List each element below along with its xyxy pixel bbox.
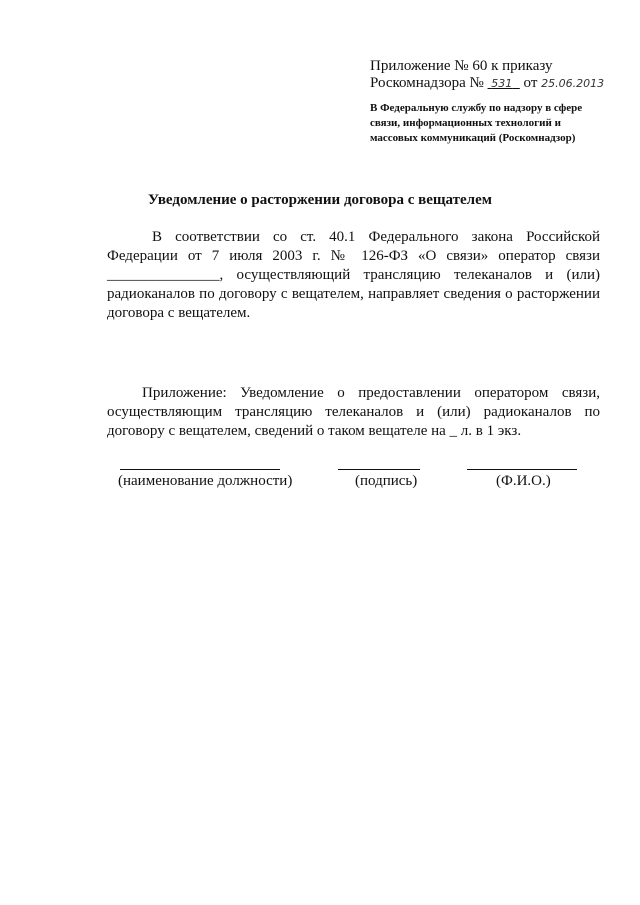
order-line (370, 75, 604, 92)
order-number-field (488, 75, 520, 91)
signature-line (338, 469, 420, 470)
order-reference (370, 58, 604, 92)
position-label: (наименование должности) (118, 473, 293, 489)
position-signature-line (120, 469, 280, 470)
name-signature-line (467, 469, 577, 470)
notification-paragraph: В соответствии со ст. 40.1 Федерального закона Российской Федерации от 7 июля 2003 г. № 126-ФЗ «О связи» оператор связи _______________, осуществляющий трансляцию телеканалов и (или) радиоканалов по договору с вещателем, направляет сведения о расторжении договора с вещателем. (107, 229, 600, 321)
order-number-handwritten: 531 (491, 77, 513, 90)
addressee-block: В Федеральную службу по надзору в сфере связи, информационных технологий и массовых коммуникаций (Роскомнадзор) (370, 102, 583, 144)
appendix-line: Приложение № 60 к приказу (370, 58, 553, 74)
order-date-label: от (523, 75, 538, 91)
attachment-paragraph: Приложение: Уведомление о предоставлении оператором связи, осуществляющим трансляцию телеканалов и (или) радиоканалов по договору с вещателем, сведений о таком вещателе на _ л. в 1 экз. (107, 385, 600, 439)
name-label: (Ф.И.О.) (496, 473, 551, 489)
order-prefix: Роскомнадзора № (370, 75, 484, 91)
signature-label: (подпись) (355, 473, 418, 489)
document-title: Уведомление о расторжении договора с вещателем (148, 192, 492, 208)
order-date-handwritten: 25.06.2013 (541, 77, 605, 90)
